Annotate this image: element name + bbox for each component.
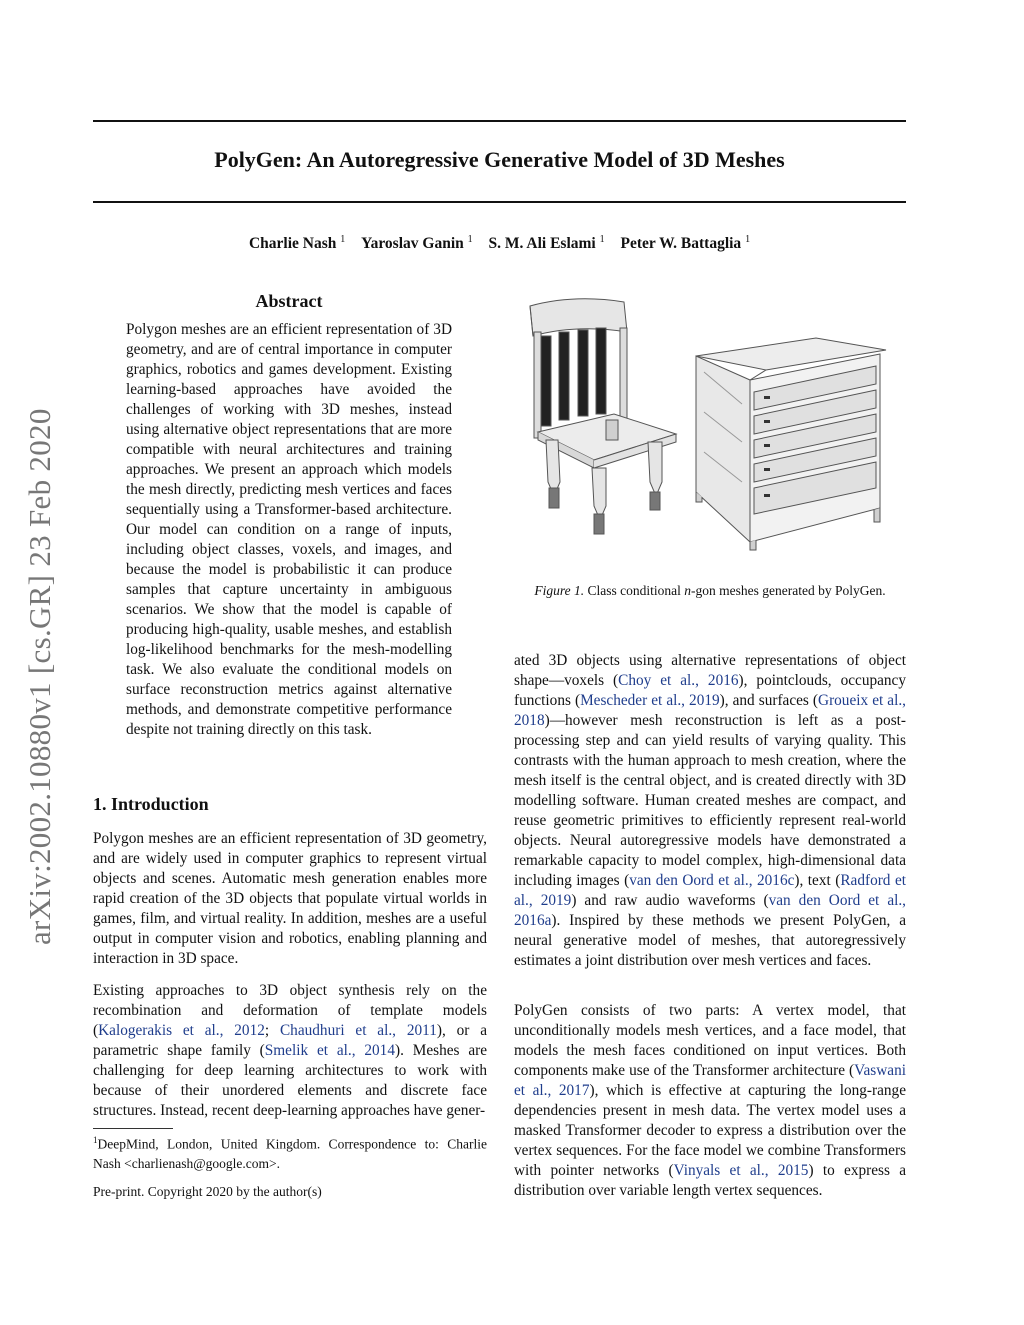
paper-title: PolyGen: An Autoregressive Generative Model of 3D Meshes bbox=[214, 147, 785, 172]
introduction-heading: 1. Introduction bbox=[93, 794, 209, 814]
chair-mesh-image bbox=[530, 299, 676, 534]
dresser-mesh-image bbox=[696, 338, 886, 550]
footnote-rule bbox=[93, 1128, 173, 1129]
citation-link[interactable]: Kalogerakis et al., 2012 bbox=[98, 1022, 265, 1039]
abstract-heading: Abstract bbox=[255, 291, 323, 311]
author: Yaroslav Ganin $^1$ bbox=[361, 234, 473, 253]
intro-paragraph-3: ated 3D objects using alternative representations of object shape—voxels (Choy et al., 2016), pointclouds, occupancy functions (Mescheder et al., 2019), and surfaces (Groueix et al., 2018)—however mesh reconstruction is left as a post-processing step and can yield results of varying quality. This contrasts with the human approach to mesh creation, where the mesh itself is the central object, and is created directly with 3D modelling software. Human created meshes are compact, and reuse geometric primitives to efficiently represent real-world objects. Neural autoregressive models have demonstrated a remarkable capacity to model complex, high-dimensional data including images (van den Oord et al., 2016c), text (Radford et al., 2019) and raw audio waveforms (van den Oord et al., 2016a). Inspired by these methods we present PolyGen, a neural generative model of meshes, that autoregressively estimates a joint distribution over mesh vertices and faces. bbox=[514, 652, 907, 969]
citation-link[interactable]: van den Oord et al., 2016a bbox=[514, 892, 907, 929]
author: Peter W. Battaglia $^1$ bbox=[620, 234, 751, 253]
title-top-rule bbox=[93, 120, 906, 122]
preprint-notice: Pre-print. Copyright 2020 by the author(s) bbox=[93, 1184, 322, 1199]
arxiv-identifier-stamp: arXiv:2002.10880v1 [cs.GR] 23 Feb 2020 bbox=[22, 408, 57, 945]
author-list bbox=[93, 234, 906, 253]
citation-link[interactable]: Chaudhuri et al., 2011 bbox=[279, 1022, 437, 1039]
author: S. M. Ali Eslami $^1$ bbox=[488, 234, 605, 253]
citation-link[interactable]: Choy et al., 2016 bbox=[618, 672, 739, 689]
citation-link[interactable]: van den Oord et al., 2016c bbox=[629, 872, 795, 889]
figure-1 bbox=[514, 292, 906, 562]
intro-paragraph-2: Existing approaches to 3D object synthesis rely on the recombination and deformation of template models (Kalogerakis et al., 2012; Chaudhuri et al., 2011), or a parametric shape family (Smelik et al., 2014). Meshes are challenging for deep learning architectures to work with because of their unordered elements and discrete face structures. Instead, recent deep-learning approaches have gener- bbox=[93, 982, 487, 1119]
intro-paragraph-1: Polygon meshes are an efficient representation of 3D geometry, and are widely used in computer graphics to represent virtual objects and scenes. Automatic mesh generation enables more rapid creation of the 3D objects that populate virtual worlds in games, film, and virtual reality. In addition, meshes are a useful output in computer vision and robotics, enabling planning and interaction in 3D space. bbox=[93, 830, 487, 967]
citation-link[interactable]: Vaswani et al., 2017 bbox=[514, 1062, 906, 1099]
citation-link[interactable]: Vinyals et al., 2015 bbox=[673, 1162, 809, 1179]
author: Charlie Nash $^1$ bbox=[248, 234, 346, 253]
title-bottom-rule bbox=[93, 201, 906, 203]
footnote: $^1$DeepMind, London, United Kingdom. Correspondence to: Charlie Nash <charlienash@google.com>. bbox=[93, 1135, 487, 1171]
citation-link[interactable]: Radford et al., 2019 bbox=[514, 872, 906, 909]
abstract-text: Polygon meshes are an efficient representation of 3D geometry, and are of central importance in computer graphics, robotics and games development. Existing learning-based approaches have avoided the challenges of working with 3D meshes, instead using alternative object representations that are more compatible with neural architectures and training approaches. We present an approach which models the mesh directly, predicting mesh vertices and faces sequentially using a Transformer-based architecture. Our model can condition on a range of inputs, including object classes, voxels, and images, and because the model is probabilistic it can produce samples that capture uncertainty in ambiguous scenarios. We show that the model is capable of producing high-quality, usable meshes, and establish log-likelihood benchmarks for the mesh-modelling task. We also evaluate the conditional models on surface reconstruction metrics against alternative methods, and demonstrate competitive performance despite not training directly on this task. bbox=[126, 321, 452, 738]
figure-1-caption: Figure 1. Class conditional n-gon meshes generated by PolyGen. bbox=[534, 583, 886, 598]
citation-link[interactable]: Smelik et al., 2014 bbox=[264, 1042, 395, 1059]
citation-link[interactable]: Groueix et al., 2018 bbox=[514, 692, 906, 729]
intro-paragraph-4: PolyGen consists of two parts: A vertex model, that unconditionally models mesh vertices, and a face model, that models the mesh faces conditioned on input vertices. Both components make use of the Transformer architecture (Vaswani et al., 2017), which is effective at capturing the long-range dependencies present in mesh data. The vertex model uses a masked Transformer decoder to express a distribution over the vertex sequences. For the face model we combine Transformers with pointer networks (Vinyals et al., 2015) to express a distribution over variable length vertex sequences. bbox=[514, 1002, 906, 1199]
citation-link[interactable]: Mescheder et al., 2019 bbox=[580, 692, 720, 709]
figure-1-graphic bbox=[514, 292, 906, 562]
